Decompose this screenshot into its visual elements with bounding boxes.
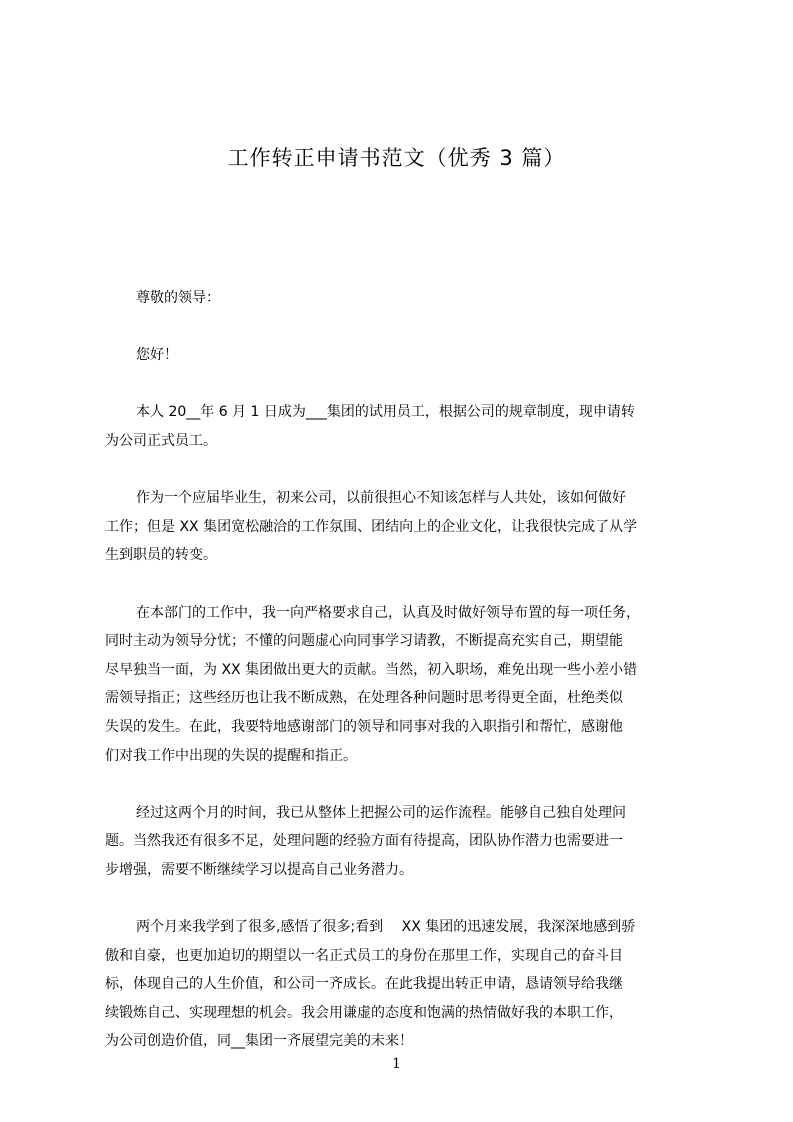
text-line: 工作；但是 XX 集团宽松融洽的工作氛围、团结向上的企业文化，让我很快完成了从学 (105, 518, 638, 535)
document-body (105, 284, 699, 1085)
text-line: 题。当然我还有很多不足，处理问题的经验方面有待提高，团队协作潜力也需要进一 (105, 833, 623, 850)
paragraph-adaptation (105, 484, 699, 570)
text-line: 需领导指正；这些经历也让我不断成熟，在处理各种问题时思考得更全面，杜绝类似 (105, 690, 623, 707)
greeting (105, 341, 699, 370)
text-line: 尊敬的领导： (136, 290, 220, 306)
paragraph-application (105, 398, 699, 455)
text-line: 作为一个应届毕业生，初来公司，以前很担心不知该怎样与人共处，该如何做好 (136, 490, 626, 507)
text-line: 续锻炼自己、实现理想的机会。我会用谦虚的态度和饱满的热情做好我的本职工作， (105, 1004, 623, 1021)
paragraph-work-performance (105, 599, 699, 771)
text-line: 您好！ (136, 347, 178, 364)
text-line: 生到职员的转变。 (105, 547, 217, 564)
text-line: 本人 20__年 6 月 1 日成为___集团的试用员工，根据公司的规章制度，现申请转 (136, 404, 635, 421)
document-title: 工作转正申请书范文（优秀 3 篇） (227, 146, 566, 170)
paragraph-conclusion (105, 913, 699, 1056)
text-line: 在本部门的工作中，我一向严格要求自己，认真及时做好领导布置的每一项任务， (136, 604, 640, 621)
text-line: 同时主动为领导分忧；不懂的问题虚心向同事学习请教，不断提高充实自己，期望能 (105, 633, 623, 650)
text-line: 为公司正式员工。 (105, 432, 217, 449)
text-line: 们对我工作中出现的失误的提醒和指正。 (105, 747, 357, 764)
text-line: 为公司创造价值，同__集团一齐展望完美的未来！ (105, 1033, 413, 1050)
text-line: 尽早独当一面，为 XX 集团做出更大的贡献。当然，初入职场，难免出现一些小差小错 (105, 661, 638, 678)
salutation (105, 284, 699, 313)
paragraph-self-assessment (105, 799, 699, 885)
text-line: 经过这两个月的时间，我已从整体上把握公司的运作流程。能够自己独自处理问 (136, 804, 626, 821)
page-number: 1 (392, 1056, 401, 1072)
text-line: 标，体现自己的人生价值，和公司一齐成长。在此我提出转正申请，恳请领导给我继 (105, 976, 623, 993)
text-line: 步增强，需要不断继续学习以提高自己业务潜力。 (105, 861, 413, 878)
text-line: 傲和自豪，也更加迫切的期望以一名正式员工的身份在那里工作，实现自己的奋斗目 (105, 947, 623, 964)
text-line: 失误的发生。在此，我要特地感谢部门的领导和同事对我的入职指引和帮忙，感谢他 (105, 718, 623, 735)
text-line: 两个月来我学到了很多,感悟了很多;看到 XX 集团的迅速发展，我深深地感到骄 (136, 919, 636, 936)
